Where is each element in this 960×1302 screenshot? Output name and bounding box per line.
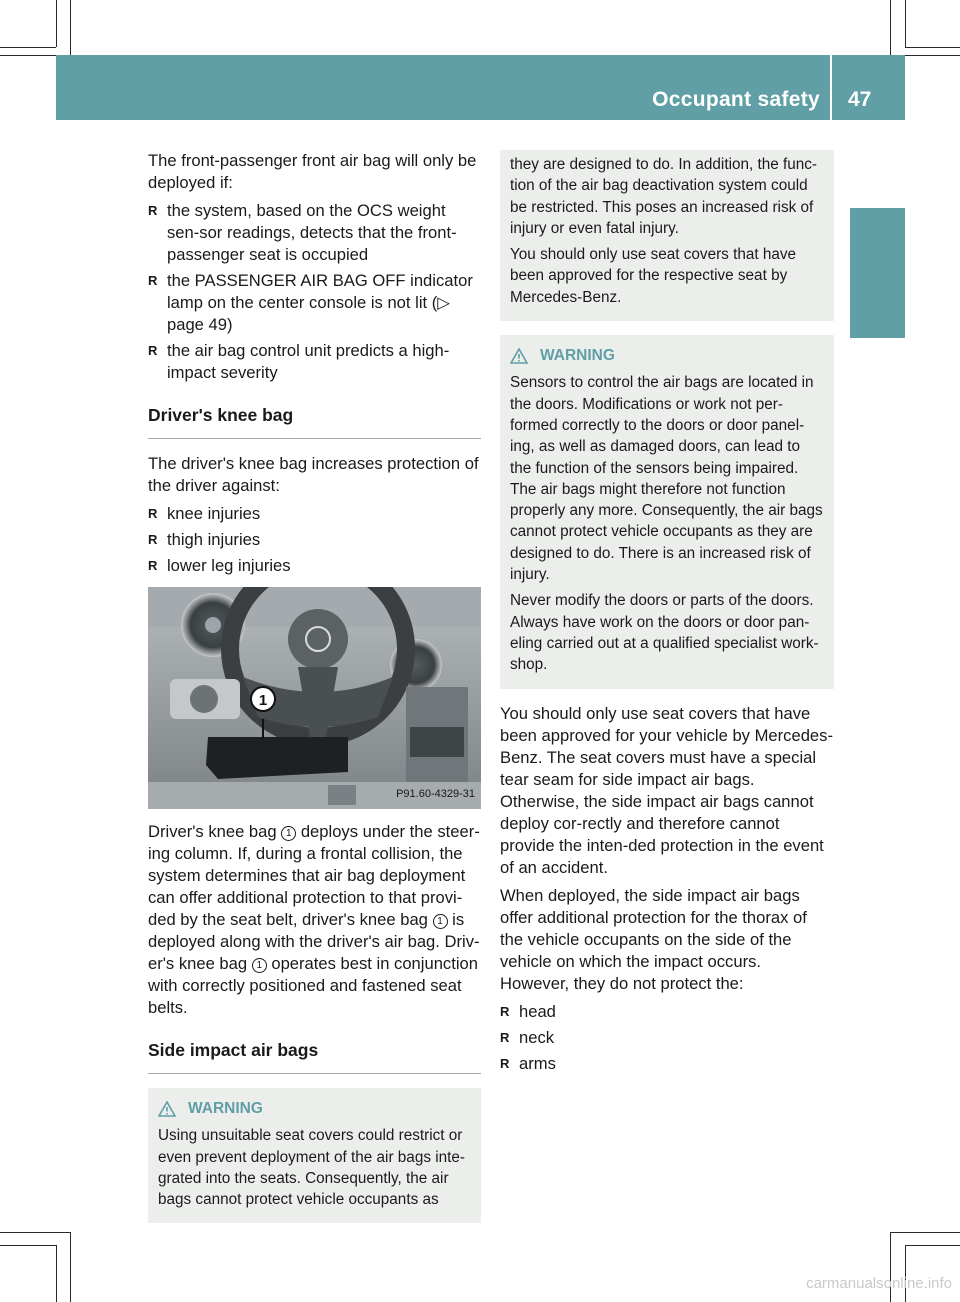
crop-mark (905, 1245, 906, 1302)
page-number: 47 (848, 88, 872, 111)
left-column (148, 150, 481, 1223)
knee-bag-description (148, 821, 481, 1019)
text-fragment: Driver's knee bag (148, 822, 282, 841)
list-item: R knee injuries (148, 503, 481, 525)
warning-text: they are designed to do. In addition, the func-tion of the air bag deactivation system could be restricted. This poses an increased risk of injury or even fatal injury. (510, 156, 817, 237)
warning-text: Using unsuitable seat covers could restrict or even prevent deployment of the air bags inte-grated into the seats. Consequently, the air bags cannot protect vehicle occupants as (158, 1127, 465, 1209)
knee-injury-list (148, 503, 481, 577)
warning-text: You should only use seat covers that have been approved for the respective seat by Mercedes-Benz. (510, 246, 797, 306)
list-item: R the air bag control unit predicts a high-impact severity (148, 340, 481, 384)
knee-bag-figure (148, 587, 481, 809)
warning-box-seat-covers (148, 1088, 481, 1223)
crop-mark (56, 0, 57, 47)
knee-bag-heading: Driver's knee bag (148, 394, 481, 439)
list-item: R neck (500, 1027, 834, 1049)
list-item: R thigh injuries (148, 529, 481, 551)
warning-text: Sensors to control the air bags are located in the doors. Modifications or work not per-formed correctly to the doors or door panel-ing, as well as damaged doors, can lead to the function of the sensors being impaired. The air bags might therefore not function properly any more. Consequently, the air bags cannot protect vehicle occupants as they are designed to do. There is an increased risk of injury. (510, 374, 823, 584)
warning-box-seat-covers-continued (500, 150, 834, 321)
crop-mark (70, 0, 71, 55)
list-item: R arms (500, 1053, 834, 1075)
marker-1-icon: 1 (433, 914, 448, 929)
seat-cover-paragraph: You should only use seat covers that have been approved for your vehicle by Mercedes-Benz. The seat covers must have a special tear seam for side impact air bags. Otherwise, the side impact air bags cannot deploy cor-rectly and therefore cannot provide the inten-ded protection in the event of an accident. (500, 703, 833, 877)
figure-reference-label: P91.60-4329-31 (396, 788, 475, 800)
warning-header (158, 1098, 471, 1119)
warning-box-door-sensors (500, 335, 834, 688)
warning-title: WARNING (540, 347, 615, 365)
figure-marker-text: 1 (258, 692, 268, 709)
crop-mark (890, 0, 891, 55)
crop-mark (905, 47, 960, 48)
crop-mark (0, 47, 56, 48)
deployment-intro: The front-passenger front air bag will only be deployed if: (148, 151, 477, 192)
side-airbag-paragraph: When deployed, the side impact air bags offer additional protection for the thorax of the vehicle occupants on the side of the vehicle on which the impact occurs. However, they do not protect the: (500, 885, 807, 993)
right-column (500, 150, 834, 1079)
warning-text: Never modify the doors or parts of the doors. Always have work on the doors or door pan-eling carried out at a qualified specialist work-shop. (510, 592, 819, 674)
crop-mark (905, 0, 906, 47)
warning-triangle-icon (158, 1101, 176, 1117)
side-impact-heading: Side impact air bags (148, 1029, 481, 1074)
marker-1-icon: 1 (281, 826, 296, 841)
text-fragment: is deployed along with the driver's air bag. Driv-er's knee bag (148, 910, 480, 973)
list-item: R the PASSENGER AIR BAG OFF indicator lamp on the center console is not lit (▷ page 49) (148, 270, 481, 336)
crop-mark (905, 1245, 960, 1246)
crop-mark (0, 1245, 56, 1246)
list-item: R the system, based on the OCS weight sen-sor readings, detects that the front-passenger seat is occupied (148, 200, 481, 266)
watermark: carmanualsonline.info (806, 1275, 952, 1292)
warning-title: WARNING (188, 1100, 263, 1117)
deployment-conditions-list (148, 200, 481, 384)
section-tab-label: Safety (878, 271, 903, 338)
crop-mark (890, 1232, 960, 1233)
text-fragment: operates best in conjunction with correctly positioned and fastened seat belts. (148, 954, 478, 1017)
crop-mark (56, 1245, 57, 1302)
list-item: R lower leg injuries (148, 555, 481, 577)
cockpit-illustration (148, 587, 481, 809)
crop-mark (0, 1232, 70, 1233)
unprotected-body-parts-list (500, 1001, 834, 1075)
marker-1-icon: 1 (252, 958, 267, 973)
text-fragment: deploys under the steer-ing column. If, during a frontal collision, the system determines that air bag deployment can offer additional protection to that provi-ded by the seat belt, driver's knee bag (148, 822, 480, 929)
list-item: R head (500, 1001, 834, 1023)
warning-header (510, 345, 824, 366)
running-header-title: Occupant safety (652, 88, 820, 111)
header-separator (830, 55, 832, 120)
warning-triangle-icon (510, 348, 528, 364)
knee-bag-intro: The driver's knee bag increases protection of the driver against: (148, 454, 479, 495)
crop-mark (70, 1232, 71, 1302)
